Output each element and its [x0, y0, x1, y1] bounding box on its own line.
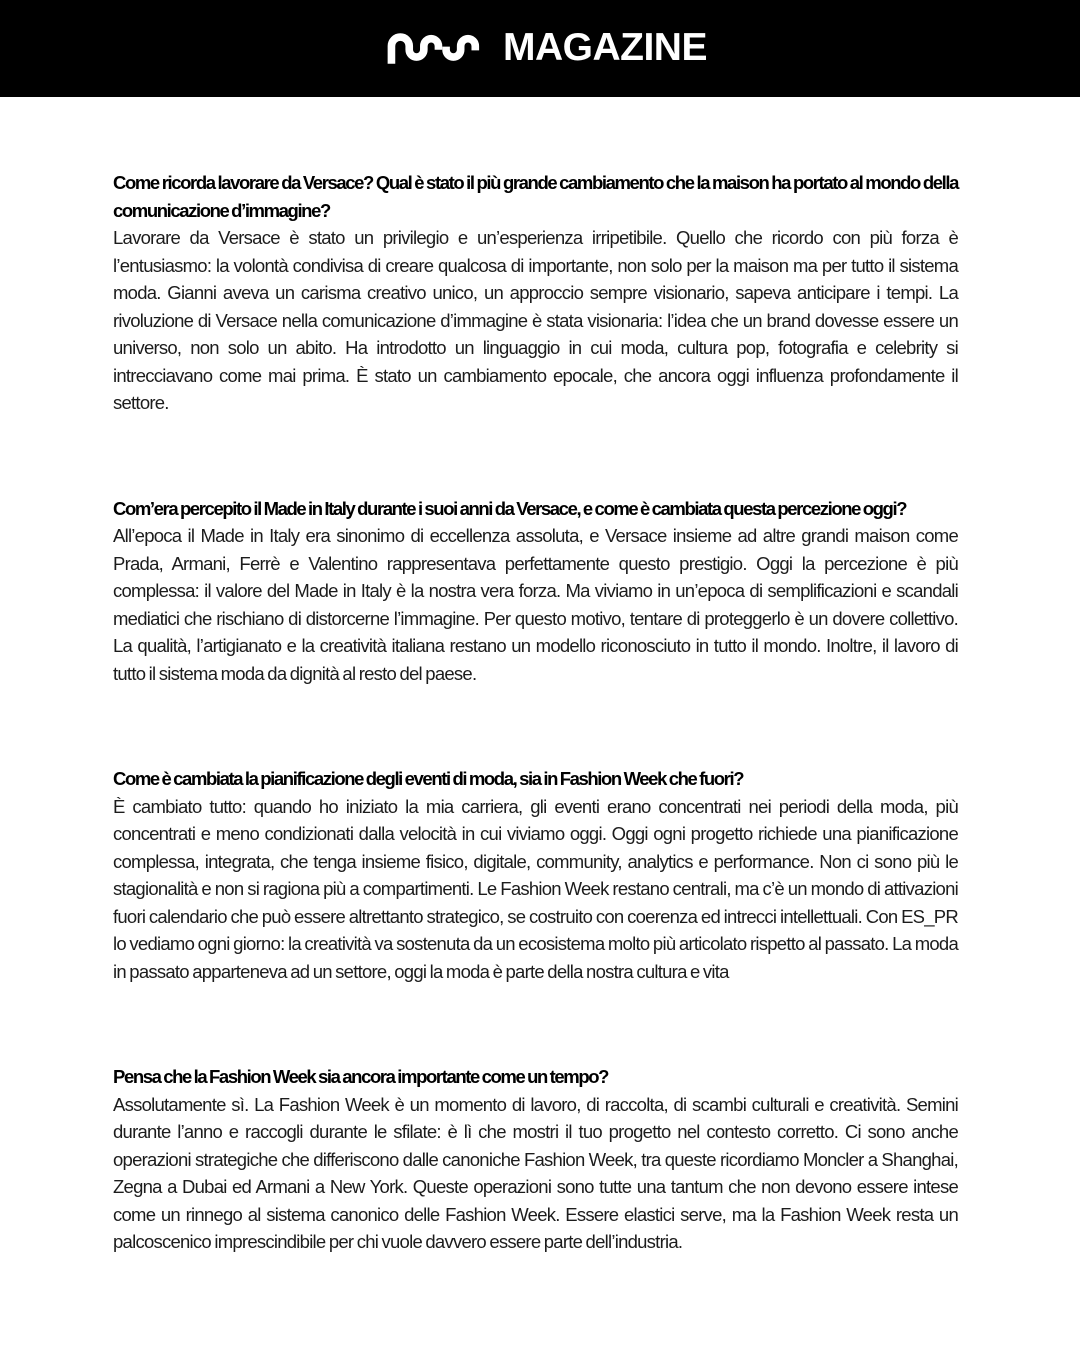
question-2: Com’era percepito il Made in Italy durante i suoi anni da Versace, e come è cambiata questa percezione oggi?: [113, 497, 907, 519]
question-4: Pensa che la Fashion Week sia ancora importante come un tempo?: [113, 1066, 609, 1087]
answer-3: È cambiato tutto: quando ho iniziato la mia carriera, gli eventi erano concentrati nei periodi della moda, più concentrati e meno condizionati dalla velocità in cui viviamo oggi. Oggi ogni progetto richiede una pianificazione complessa, integrata, che tenga insieme fisico, digitale, community, analytics e performance. Non ci sono più le stagionalità e non si ragiona più a compartimenti. Le Fashion Week restano centrali, ma c’è un mondo di attivazioni fuori calendario che può essere altrettanto strategico, se costruito con coerenza ed intrecci intellettuali. Con ES_PR lo vediamo ogni giorno: la creatività va sostenuta da un ecosistema molto più articolato rispetto al passato. La moda in passato apparteneva ad un settore, oggi la moda è parte della nostra cultura e vita: [113, 795, 958, 982]
nss-magazine-logo: [387, 26, 707, 69]
qa-block-1: [113, 169, 958, 417]
masthead: [0, 0, 1080, 97]
answer-1: Lavorare da Versace è stato un privilegio e un’esperienza irripetibile. Quello che ricordo con più forza è l’entusiasmo: la volontà condivisa di creare qualcosa di importante, non solo per la maison ma per tutto il sistema moda. Gianni aveva un carisma creativo unico, un approccio sempre visionario, sapeva anticipare i tempi. La rivoluzione di Versace nella comunicazione d’immagine è stata visionaria: l’idea che un brand dovesse essere un universo, non solo un abito. Ha introdotto un linguaggio in cui moda, cultura pop, fotografia e celebrity si intrecciavano come mai prima. È stato un cambiamento epocale, che ancora oggi influenza profondamente il settore.: [113, 227, 958, 413]
qa-block-4: [113, 1063, 958, 1256]
qa-block-2: [113, 495, 958, 688]
qa-block-3: [113, 765, 958, 985]
logo-wordmark: MAGAZINE: [503, 26, 707, 69]
interview-content: [0, 97, 1080, 1256]
question-3: Come è cambiata la pianificazione degli eventi di moda, sia in Fashion Week che fuori?: [113, 768, 744, 789]
answer-2: All’epoca il Made in Italy era sinonimo di eccellenza assoluta, e Versace insieme ad altre grandi maison come Prada, Armani, Ferrè e Valentino rappresentava perfettamente questo prestigio. Oggi la percezione è più complessa: il valore del Made in Italy è la nostra vera forza. Ma viviamo in un’epoca di semplificazioni e scandali mediatici che rischiano di distorcerne l’immagine. Per questo motivo, tentare di proteggerlo è un dovere collettivo. La qualità, l’artigianato e la creatività italiana restano un modello riconosciuto in tutto il mondo. Inoltre, il lavoro di tutto il sistema moda da dignità al resto del paese.: [113, 525, 958, 684]
question-1: Come ricorda lavorare da Versace? Qual è stato il più grande cambiamento che la maison ha portato al mondo della comunicazione d’immagine?: [113, 172, 958, 221]
answer-4: Assolutamente sì. La Fashion Week è un momento di lavoro, di raccolta, di scambi culturali e creatività. Semini durante l’anno e raccogli durante le sfilate: è lì che mostri il tuo progetto nel contesto corretto. Ci sono anche operazioni strategiche che differiscono dalle canoniche Fashion Week, tra queste ricordiamo Moncler a Shanghai, Zegna a Dubai ed Armani a New York. Queste operazioni sono tutte una tantum che non devono essere intese come un rinnego al sistema canonico delle Fashion Week. Essere elastici serve, ma la Fashion Week resta un palcoscenico imprescindibile per chi vuole davvero essere parte dell’industria.: [113, 1093, 958, 1252]
nss-logo-mark: [387, 30, 481, 67]
